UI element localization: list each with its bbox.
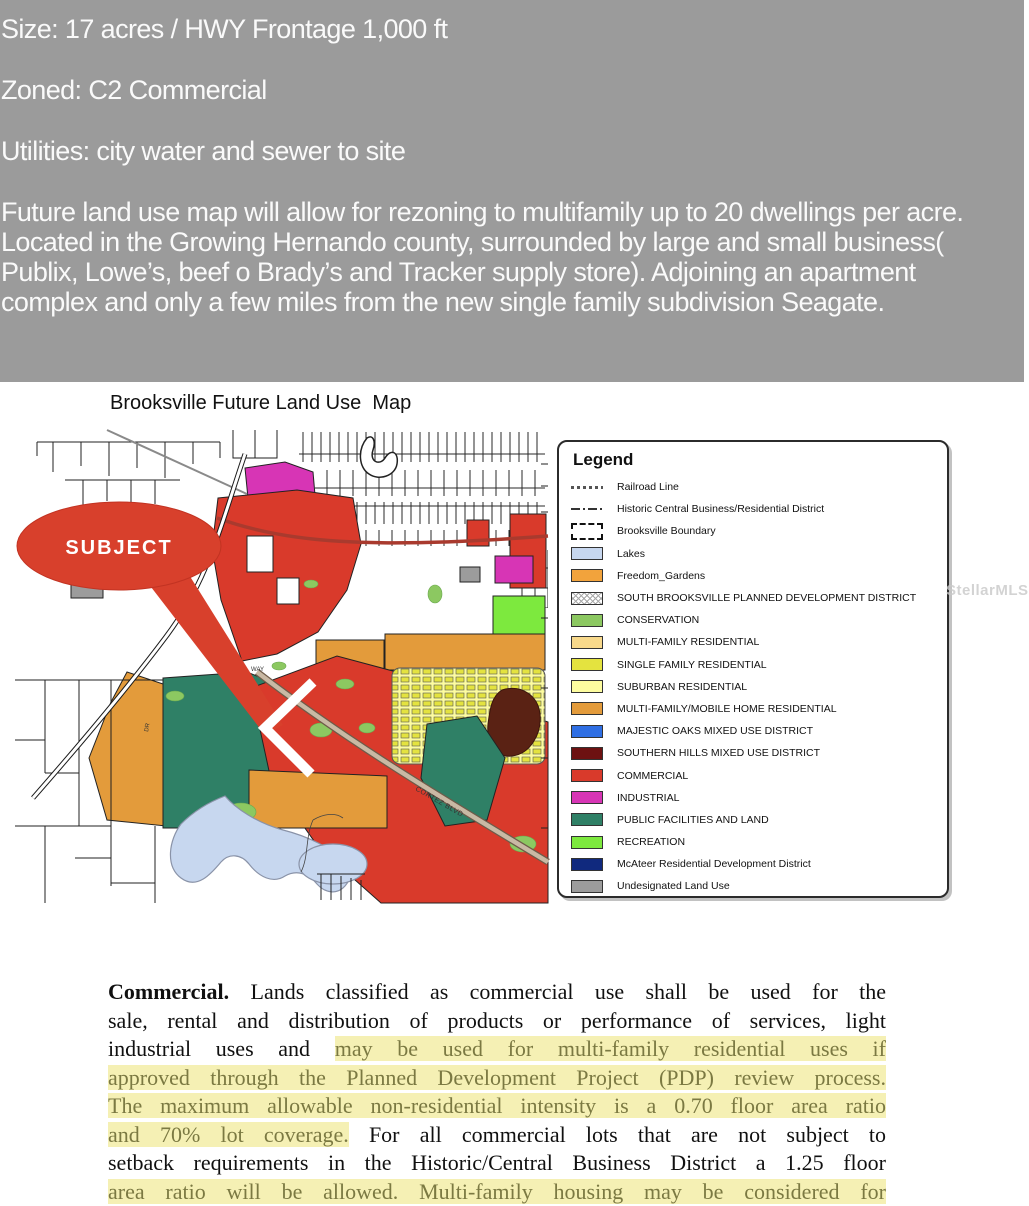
street-label-way: WAY xyxy=(251,667,264,673)
legend-item-mf-mobile xyxy=(571,698,947,720)
legend-title: Legend xyxy=(573,450,634,469)
legend-swatch-lakes xyxy=(571,547,603,560)
size-line: Size: 17 acres / HWY Frontage 1,000 ft xyxy=(1,14,448,44)
doc-line xyxy=(108,1149,886,1178)
legend-item-public-facilities xyxy=(571,809,947,831)
legend-label: SINGLE FAMILY RESIDENTIAL xyxy=(617,658,767,671)
highlighted-text: The maximum allowable non-residential intensity is a 0.70 floor area ratio xyxy=(108,1093,886,1118)
legend-label: Undesignated Land Use xyxy=(617,880,730,893)
land-use-map xyxy=(15,428,548,903)
legend-label: Freedom_Gardens xyxy=(617,569,706,582)
highlighted-text: may be used for multi-family residential uses if xyxy=(334,1036,887,1061)
map-legend xyxy=(557,440,949,898)
legend-label: Railroad Line xyxy=(617,481,679,494)
doc-text: For all commercial lots that are not subject to xyxy=(348,1121,886,1147)
legend-swatch-suburban xyxy=(571,680,603,693)
legend-item-lakes xyxy=(571,543,947,565)
legend-item-commercial xyxy=(571,764,947,786)
legend-item-industrial xyxy=(571,787,947,809)
doc-line xyxy=(108,1064,886,1093)
description-paragraph: Future land use map will allow for rezoning to multifamily up to 20 dwellings per acre. Located in the Growing Hernando county, surrounded by large and small business( Publix, Lowe’s, beef o Brady’s and Tracker supply store). Adjoining an apartment complex and only a few miles from the new single family subdivision Seagate. xyxy=(1,197,964,317)
doc-line xyxy=(108,1035,886,1064)
doc-text: Commercial. xyxy=(108,979,230,1004)
legend-swatch-undesignated xyxy=(571,880,603,893)
recreation-region xyxy=(493,596,545,640)
legend-label: McAteer Residential Development District xyxy=(617,858,811,871)
subject-label: SUBJECT xyxy=(65,537,173,559)
legend-label: COMMERCIAL xyxy=(617,769,689,782)
legend-label: SOUTH BROOKSVILLE PLANNED DEVELOPMENT DISTRICT xyxy=(617,592,917,605)
legend-swatch-conservation xyxy=(571,614,603,627)
legend-swatch-freedom-gardens xyxy=(571,569,603,582)
legend-label: MULTI-FAMILY/MOBILE HOME RESIDENTIAL xyxy=(617,702,837,715)
legend-item-multi-family xyxy=(571,631,947,653)
legend-swatch-boundary xyxy=(571,523,603,540)
legend-item-majestic-oaks xyxy=(571,720,947,742)
property-summary-header xyxy=(0,0,1024,382)
legend-label: Historic Central Business/Residential District xyxy=(617,503,825,516)
legend-swatch-recreation xyxy=(571,836,603,849)
legend-item-historic xyxy=(571,498,947,520)
doc-line xyxy=(108,1092,886,1121)
legend-swatch-south-brooksville-pdd xyxy=(571,592,603,605)
doc-line xyxy=(108,1178,886,1204)
legend-swatch-industrial xyxy=(571,791,603,804)
legend-item-southern-hills xyxy=(571,742,947,764)
map-title: Brooksville Future Land Use Map xyxy=(110,392,412,414)
doc-line xyxy=(108,978,886,1007)
legend-item-mcateer xyxy=(571,853,947,875)
legend-label: MULTI-FAMILY RESIDENTIAL xyxy=(617,636,760,649)
legend-swatch-commercial xyxy=(571,769,603,782)
zoning-line: Zoned: C2 Commercial xyxy=(1,75,267,105)
legend-item-recreation xyxy=(571,831,947,853)
legend-label: INDUSTRIAL xyxy=(617,791,680,804)
doc-text: sale, rental and distribution of products or performance of services, light xyxy=(108,1007,886,1033)
industrial-region-east xyxy=(495,556,533,583)
highlighted-text: approved through the Planned Development Project (PDP) review process. xyxy=(108,1064,886,1090)
legend-item-freedom-gardens xyxy=(571,565,947,587)
legend-swatch-mcateer xyxy=(571,858,603,871)
legend-label: MAJESTIC OAKS MIXED USE DISTRICT xyxy=(617,725,814,738)
legend-swatch-public-facilities xyxy=(571,813,603,826)
legend-swatch-single-family xyxy=(571,658,603,671)
document-text xyxy=(108,978,887,1204)
legend-swatch-multi-family xyxy=(571,636,603,649)
legend-label: Brooksville Boundary xyxy=(617,525,716,538)
legend-label: PUBLIC FACILITIES AND LAND xyxy=(617,813,769,826)
utilities-line: Utilities: city water and sewer to site xyxy=(1,136,406,166)
legend-label: Lakes xyxy=(617,547,646,560)
highlighted-text: area ratio will be allowed. Multi-family housing may be considered for xyxy=(108,1178,886,1204)
legend-item-single-family xyxy=(571,654,947,676)
legend-item-south-brooksville-pdd xyxy=(571,587,947,609)
highlighted-text: and 70% lot coverage. xyxy=(108,1121,349,1147)
legend-swatch-southern-hills xyxy=(571,747,603,760)
legend-label: SUBURBAN RESIDENTIAL xyxy=(617,680,748,693)
legend-item-undesignated xyxy=(571,875,947,897)
legend-label: RECREATION xyxy=(617,836,686,849)
legend-item-suburban xyxy=(571,676,947,698)
doc-text: Lands classified as commercial use shall be used for the xyxy=(229,979,886,1004)
legend-label: SOUTHERN HILLS MIXED USE DISTRICT xyxy=(617,747,821,760)
legend-item-boundary xyxy=(571,520,947,542)
doc-line xyxy=(108,1007,886,1036)
legend-item-conservation xyxy=(571,609,947,631)
legend-swatch-railroad xyxy=(571,486,603,489)
street-label-cortez: CORTEZ BLVD xyxy=(414,785,465,819)
legend-swatch-majestic-oaks xyxy=(571,725,603,738)
mls-watermark: StellarMLS xyxy=(946,582,1029,599)
doc-text: industrial uses and xyxy=(108,1036,335,1061)
doc-text: setback requirements in the Historic/Central Business District a 1.25 floor xyxy=(108,1150,886,1175)
legend-swatch-historic xyxy=(571,508,603,510)
doc-line xyxy=(108,1121,886,1150)
legend-list xyxy=(571,476,947,898)
legend-label: CONSERVATION xyxy=(617,614,700,627)
legend-swatch-mf-mobile xyxy=(571,702,603,715)
street-label-dr: DR xyxy=(144,722,152,733)
legend-item-railroad xyxy=(571,476,947,498)
